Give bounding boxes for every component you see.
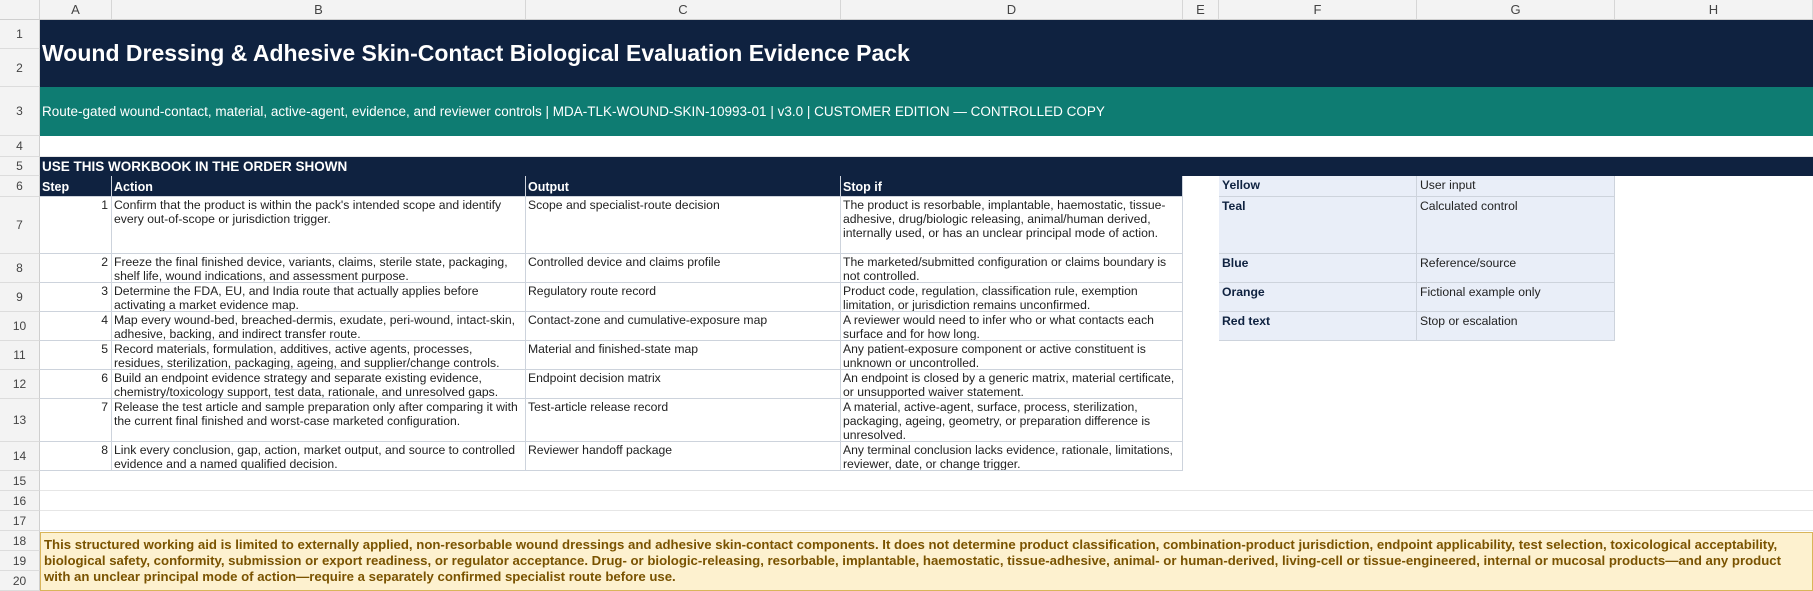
legend-meaning-blue[interactable]: Reference/source: [1417, 254, 1615, 283]
workbook-subtitle[interactable]: Route-gated wound-contact, material, active-agent, evidence, and reviewer controls | MDA-TLK-WOUND-SKIN-10993-01 | v3.0 | CUSTOMER EDITION — CONTROLLED COPY: [40, 87, 1813, 136]
table-row-stop-if[interactable]: A reviewer would need to infer who or what contacts each surface and for how long.: [841, 312, 1183, 341]
table-row-action[interactable]: Confirm that the product is within the pack's intended scope and identify every out-of-scope or jurisdiction trigger.: [112, 197, 526, 254]
scope-limitation-notice[interactable]: This structured working aid is limited to externally applied, non-resorbable wound dressings and adhesive skin-contact components. It does not determine product classification, combination-product jurisdiction, endpoint applicability, test selection, toxicological acceptability, biological safety, conformity, submission or export readiness, or regulator acceptance. Drug- or biologic-releasing, resorbable, implantable, haemostatic, tissue-adhesive, animal- or human-derived, living-cell or tissue-engineered, internal or mucosal products—and any product with an unclear principal mode of action—require a separately confirmed specialist route before use.: [40, 532, 1813, 591]
row-header-11[interactable]: 11: [0, 341, 40, 370]
table-row-output[interactable]: Endpoint decision matrix: [526, 370, 841, 399]
row-header-4[interactable]: 4: [0, 136, 40, 157]
workbook-title[interactable]: Wound Dressing & Adhesive Skin-Contact Biological Evaluation Evidence Pack: [40, 20, 1813, 87]
column-header-c[interactable]: C: [526, 0, 841, 20]
legend-meaning-orange[interactable]: Fictional example only: [1417, 283, 1615, 312]
gridline: [40, 510, 1813, 511]
header-action[interactable]: Action: [112, 176, 526, 197]
table-row-stop-if[interactable]: A material, active-agent, surface, process, sterilization, packaging, ageing, geometry, or preparation difference is unresolved.: [841, 399, 1183, 442]
table-row-stop-if[interactable]: The marketed/submitted configuration or claims boundary is not controlled.: [841, 254, 1183, 283]
row-header-18[interactable]: 18: [0, 531, 40, 551]
header-output[interactable]: Output: [526, 176, 841, 197]
table-row-output[interactable]: Regulatory route record: [526, 283, 841, 312]
table-row-stop-if[interactable]: Any terminal conclusion lacks evidence, rationale, limitations, reviewer, date, or change trigger.: [841, 442, 1183, 471]
column-header-a[interactable]: A: [40, 0, 112, 20]
row-header-12[interactable]: 12: [0, 370, 40, 399]
gridline: [40, 530, 1813, 531]
table-row-action[interactable]: Record materials, formulation, additives, active agents, processes, residues, sterilization, packaging, ageing, and supplier/change controls.: [112, 341, 526, 370]
legend-key-teal[interactable]: Teal: [1219, 197, 1417, 254]
table-row-step[interactable]: 6: [40, 370, 112, 399]
table-row-action[interactable]: Release the test article and sample preparation only after comparing it with the current final finished and worst-case marketed configuration.: [112, 399, 526, 442]
column-header-e[interactable]: E: [1183, 0, 1219, 20]
table-row-output[interactable]: Controlled device and claims profile: [526, 254, 841, 283]
legend-meaning-teal[interactable]: Calculated control: [1417, 197, 1615, 254]
row-header-2[interactable]: 2: [0, 49, 40, 87]
table-row-action[interactable]: Build an endpoint evidence strategy and separate existing evidence, chemistry/toxicology support, test data, rationale, and unresolved gaps.: [112, 370, 526, 399]
row-header-16[interactable]: 16: [0, 491, 40, 511]
row-header-3[interactable]: 3: [0, 87, 40, 136]
row-header-8[interactable]: 8: [0, 254, 40, 283]
section-heading[interactable]: USE THIS WORKBOOK IN THE ORDER SHOWN: [40, 157, 1813, 176]
legend-meaning-red-text[interactable]: Stop or escalation: [1417, 312, 1615, 341]
row-header-14[interactable]: 14: [0, 442, 40, 471]
table-row-step[interactable]: 3: [40, 283, 112, 312]
table-row-action[interactable]: Link every conclusion, gap, action, market output, and source to controlled evidence and a named qualified decision.: [112, 442, 526, 471]
row-header-10[interactable]: 10: [0, 312, 40, 341]
header-stop-if[interactable]: Stop if: [841, 176, 1183, 197]
table-row-action[interactable]: Map every wound-bed, breached-dermis, exudate, peri-wound, intact-skin, adhesive, backing, and indirect transfer route.: [112, 312, 526, 341]
row-header-7[interactable]: 7: [0, 197, 40, 254]
legend-key-red-text[interactable]: Red text: [1219, 312, 1417, 341]
row-header-6[interactable]: 6: [0, 176, 40, 197]
row-header-13[interactable]: 13: [0, 399, 40, 442]
table-row-output[interactable]: Test-article release record: [526, 399, 841, 442]
column-header-h[interactable]: H: [1615, 0, 1813, 20]
table-row-step[interactable]: 1: [40, 197, 112, 254]
column-header-g[interactable]: G: [1417, 0, 1615, 20]
column-header-b[interactable]: B: [112, 0, 526, 20]
legend-key-yellow[interactable]: Yellow: [1219, 176, 1417, 197]
table-row-step[interactable]: 2: [40, 254, 112, 283]
table-row-action[interactable]: Determine the FDA, EU, and India route that actually applies before activating a market evidence map.: [112, 283, 526, 312]
table-row-step[interactable]: 7: [40, 399, 112, 442]
legend-key-orange[interactable]: Orange: [1219, 283, 1417, 312]
row-header-1[interactable]: 1: [0, 20, 40, 49]
column-header-d[interactable]: D: [841, 0, 1183, 20]
row-header-19[interactable]: 19: [0, 551, 40, 571]
table-row-stop-if[interactable]: Any patient-exposure component or active constituent is unknown or uncontrolled.: [841, 341, 1183, 370]
table-row-stop-if[interactable]: The product is resorbable, implantable, haemostatic, tissue-adhesive, drug/biologic releasing, animal/human derived, internally used, or has an unclear principal mode of action.: [841, 197, 1183, 254]
column-header-f[interactable]: F: [1219, 0, 1417, 20]
table-row-action[interactable]: Freeze the final finished device, variants, claims, sterile state, packaging, shelf life, wound indications, and assessment purpose.: [112, 254, 526, 283]
table-row-step[interactable]: 8: [40, 442, 112, 471]
select-all-corner[interactable]: [0, 0, 40, 20]
table-row-output[interactable]: Material and finished-state map: [526, 341, 841, 370]
row-header-17[interactable]: 17: [0, 511, 40, 531]
legend-meaning-yellow[interactable]: User input: [1417, 176, 1615, 197]
row-header-9[interactable]: 9: [0, 283, 40, 312]
table-row-output[interactable]: Scope and specialist-route decision: [526, 197, 841, 254]
header-step[interactable]: Step: [40, 176, 112, 197]
table-row-stop-if[interactable]: An endpoint is closed by a generic matrix, material certificate, or unsupported waiver statement.: [841, 370, 1183, 399]
table-row-output[interactable]: Reviewer handoff package: [526, 442, 841, 471]
gridline: [40, 490, 1813, 491]
row-header-15[interactable]: 15: [0, 471, 40, 491]
row-header-5[interactable]: 5: [0, 157, 40, 176]
table-row-stop-if[interactable]: Product code, regulation, classification rule, exemption limitation, or jurisdiction remains unconfirmed.: [841, 283, 1183, 312]
row-header-20[interactable]: 20: [0, 571, 40, 591]
legend-key-blue[interactable]: Blue: [1219, 254, 1417, 283]
table-row-step[interactable]: 4: [40, 312, 112, 341]
table-row-output[interactable]: Contact-zone and cumulative-exposure map: [526, 312, 841, 341]
table-row-step[interactable]: 5: [40, 341, 112, 370]
